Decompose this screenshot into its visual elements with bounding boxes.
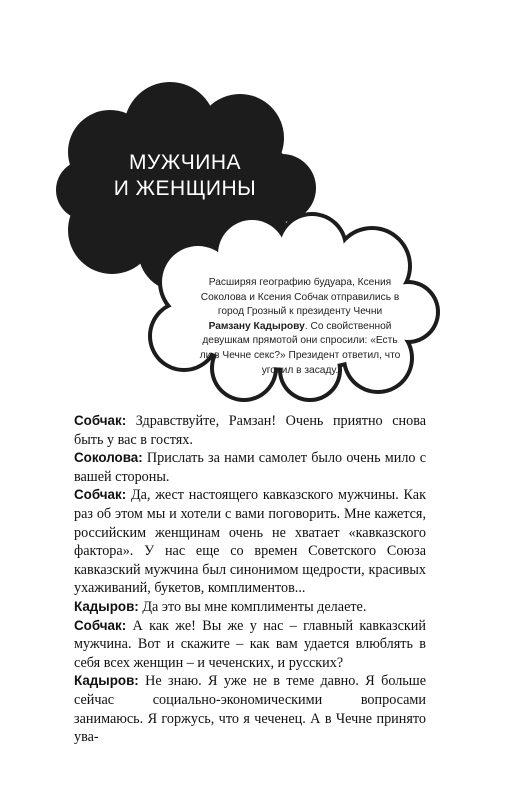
speaker-name: Собчак: <box>74 413 127 428</box>
chapter-title-line2: И ЖЕНЩИНЫ <box>113 177 257 200</box>
dialogue-line <box>74 598 426 617</box>
chapter-title <box>50 150 320 202</box>
line-text: Здравствуйте, Рамзан! Очень приятно снова быть у вас в гостях. <box>74 413 426 448</box>
dialogue-line <box>74 486 426 598</box>
line-text: Прислать за нами самолет было очень мило с вашей стороны. <box>74 450 426 485</box>
intro-text <box>198 276 402 378</box>
speaker-name: Соколова: <box>74 450 143 466</box>
intro-name: Рамзану Кадырову <box>208 320 305 332</box>
speaker-name: Кадыров: <box>74 673 139 689</box>
dialogue-line <box>74 617 426 673</box>
line-text: Да, жест настоящего кавказского мужчины. Как раз об этом мы и хотели с вами поговорить. Мне кажется, российским женщинам очень не хватает «кавказского фактора». У нас еще со времен Советского Союза кавказский мужчина был синонимом щедрости, красивых ухаживаний, букетов, комплиментов... <box>74 487 426 597</box>
dialogue-line <box>74 412 426 449</box>
line-text: Не знаю. Я уже не в теме давно. Я больше сейчас социально-экономическими вопросами занимаюсь. Я горжусь, что я чеченец. А в Чечне принято ува- <box>74 673 426 746</box>
chapter-title-line1: МУЖЧИНА <box>129 151 241 174</box>
intro-cloud <box>140 212 446 402</box>
dialogue-line <box>74 449 426 486</box>
line-text: А как же! Вы же у нас – главный кавказский мужчина. Вот и скажите – как вам удается влюблять в себя всех женщин – и чеченских, и русских? <box>74 617 426 671</box>
line-text: Да это вы мне комплименты делаете. <box>138 598 367 615</box>
speaker-name: Собчак: <box>74 487 127 503</box>
dialogue <box>74 412 426 747</box>
speaker-name: Кадыров: <box>74 598 139 614</box>
intro-part2: . Со свойственной девушкам прямотой они спросили: «Есть ли в Чечне секс?» Президент ответил, что угодил в засаду. <box>199 320 401 376</box>
dialogue-line <box>74 672 426 746</box>
speaker-name: Собчак: <box>74 617 127 633</box>
intro-part1: Расширяя географию будуара, Ксения Соколова и Ксения Собчак отправились в город Грозный к президенту Чечни <box>200 277 400 318</box>
